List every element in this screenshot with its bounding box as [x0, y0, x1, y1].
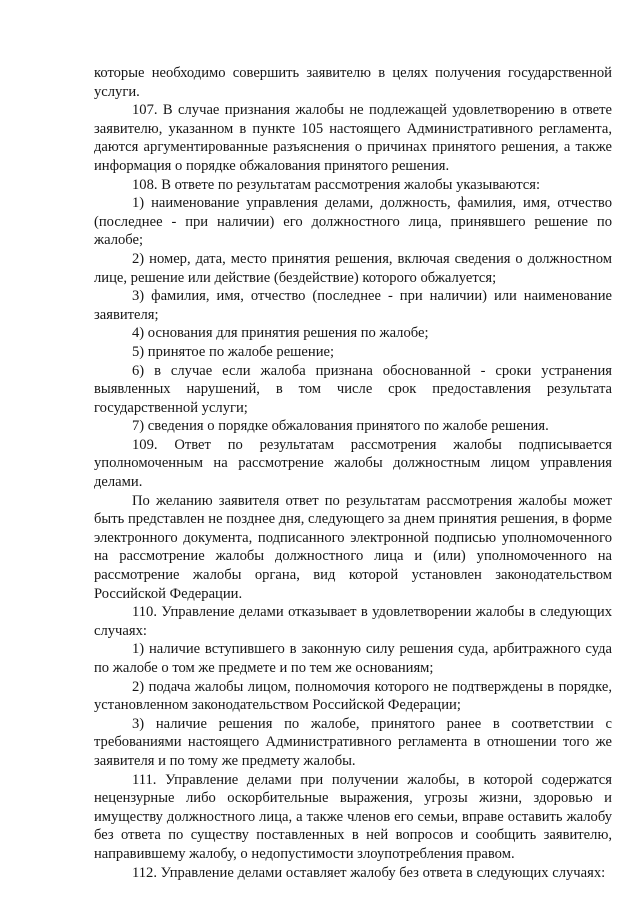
list-item-108-4: 4) основания для принятия решения по жалобе; — [132, 325, 429, 342]
paragraph-109-electronic: По желанию заявителя ответ по результатам рассмотрения жалобы может быть представлен не позднее дня, следующего за днем принятия решения, в форме электронного документа, подписанного электронной подписью уполномоченного на рассмотрение жалобы должностного лица и (или) уполномоченного на рассмотрение жалобы органа, вид которой установлен законодательством Российской Федерации. — [94, 492, 612, 602]
list-item-108-1: 1) наименование управления делами, должность, фамилия, имя, отчество (последнее - при наличии) его должностного лица, принявшего решение по жалобе; — [94, 195, 612, 249]
paragraph-110: 110. Управление делами отказывает в удовлетворении жалобы в следующих случаях: — [94, 604, 612, 639]
list-item-108-7: 7) сведения о порядке обжалования принятого по жалобе решения. — [132, 418, 549, 435]
paragraph-108: 108. В ответе по результатам рассмотрения жалобы указываются: — [132, 176, 541, 193]
list-item-108-2: 2) номер, дата, место принятия решения, включая сведения о должностном лице, решение или действие (бездействие) которого обжалуется; — [94, 250, 612, 286]
list-item-108-3: 3) фамилия, имя, отчество (последнее - при наличии) или наименование заявителя; — [94, 288, 612, 323]
list-item-110-1: 1) наличие вступившего в законную силу решения суда, арбитражного суда по жалобе о том же предмете и по тем же основаниям; — [94, 641, 612, 676]
paragraph-111: 111. Управление делами при получении жалобы, в которой содержатся нецензурные либо оскорбительные выражения, угрозы жизни, здоровью и имуществу должностного лица, а также членов его семьи, вправе оставить жалобу без ответа по существу поставленных в ней вопросов и сообщить заявителю, направившему жалобу, о недопустимости злоупотребления правом. — [94, 771, 612, 862]
paragraph-109: 109. Ответ по результатам рассмотрения жалобы подписывается уполномоченным на рассмотрение жалобы должностным лицом управления делами. — [94, 436, 612, 491]
list-item-108-5: 5) принятое по жалобе решение; — [132, 343, 335, 360]
document-page — [94, 64, 612, 882]
list-item-110-3: 3) наличие решения по жалобе, принятого ранее в соответствии с требованиями настоящего Административного регламента в отношении того же заявителя и по тому же предмету жалобы. — [94, 715, 612, 769]
paragraph-107: 107. В случае признания жалобы не подлежащей удовлетворению в ответе заявителю, указанном в пункте 105 настоящего Административного регламента, даются аргументированные разъяснения о причинах принятого решения, а также информация о порядке обжалования принятого решения. — [94, 102, 612, 174]
paragraph-112: 112. Управление делами оставляет жалобу без ответа в следующих случаях: — [132, 864, 606, 881]
paragraph-continuation: которые необходимо совершить заявителю в целях получения государственной услуги. — [94, 65, 612, 100]
list-item-110-2: 2) подача жалобы лицом, полномочия которого не подтверждены в порядке, установленном законодательством Российской Федерации; — [94, 678, 612, 714]
list-item-108-6: 6) в случае если жалоба признана обоснованной - сроки устранения выявленных нарушений, в том числе срок предоставления результата государственной услуги; — [94, 362, 612, 416]
